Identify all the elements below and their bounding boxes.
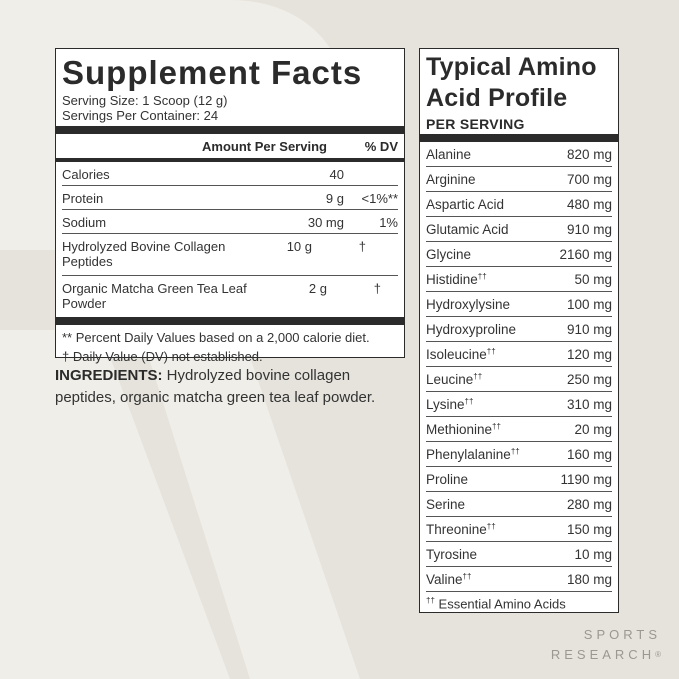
amino-acid-row: [426, 242, 612, 267]
amino-acid-amount: 20 mg: [574, 421, 612, 437]
amino-acid-amount: 10 mg: [574, 546, 612, 562]
amino-acid-name: [426, 472, 468, 487]
amino-acid-name-text: Lysine: [426, 396, 465, 412]
essential-footnote-text: Essential Amino Acids: [438, 596, 566, 612]
amino-acid-name-text: Histidine: [426, 271, 478, 287]
amino-acid-name-text: Hydroxyproline: [426, 321, 517, 337]
nutrient-amount: 40: [329, 167, 344, 182]
brand-line2: [551, 645, 661, 665]
not-established-footnote: † Daily Value (DV) not established.: [62, 349, 263, 364]
amino-acid-row: [426, 517, 612, 542]
supplement-facts-panel: [55, 48, 405, 364]
amino-acid-amount: 180 mg: [566, 571, 612, 587]
serving-size: Serving Size: 1 Scoop (12 g): [62, 93, 228, 108]
facts-row: [62, 186, 398, 210]
amino-title: [426, 52, 612, 114]
nutrient-dv: †: [358, 239, 366, 254]
amino-acid-name-text: Proline: [426, 471, 469, 487]
amino-title-line2: Acid Profile: [426, 84, 568, 112]
amino-acid-name: [426, 197, 504, 212]
essential-marker: ††: [464, 396, 474, 406]
ingredients-label: INGREDIENTS:: [55, 367, 163, 384]
amino-acid-name: [426, 297, 510, 312]
amino-acid-amount: 910 mg: [566, 221, 612, 237]
amino-acid-amount: 2160 mg: [559, 246, 612, 262]
amino-acid-amount: 310 mg: [566, 396, 612, 412]
nutrient-name: Sodium: [62, 215, 107, 230]
essential-marker: ††: [462, 571, 472, 581]
ingredients-statement: [55, 365, 400, 409]
facts-row: [62, 210, 398, 234]
supplement-facts-title: Supplement Facts: [62, 54, 363, 91]
amino-title-line1: Typical Amino: [426, 53, 597, 81]
nutrient-name: Organic Matcha Green Tea Leaf Powder: [62, 281, 247, 311]
nutrient-name: Protein: [62, 191, 104, 206]
thick-divider: [420, 134, 618, 142]
facts-row: [62, 234, 398, 276]
servings-per-container: Servings Per Container: 24: [62, 108, 219, 123]
amino-acid-name-text: Arginine: [426, 171, 476, 187]
amino-acid-amount: 480 mg: [566, 196, 612, 212]
nutrient-dv: <1%**: [361, 191, 398, 206]
amino-acid-name: [426, 372, 482, 387]
nutrient-amount: 2 g: [308, 281, 327, 296]
amino-acid-amount: 100 mg: [566, 296, 612, 312]
amino-acid-name-text: Valine: [426, 571, 463, 587]
amino-acid-row: [426, 542, 612, 567]
nutrient-dv: 1%: [379, 215, 398, 230]
nutrient-amount: 30 mg: [307, 215, 344, 230]
amino-acid-amount: 50 mg: [574, 271, 612, 287]
essential-marker: ††: [492, 421, 501, 431]
amino-acid-amount: 250 mg: [566, 371, 612, 387]
amino-acid-amount: 150 mg: [566, 521, 612, 537]
essential-footnote: [426, 592, 612, 611]
facts-row: [62, 162, 398, 186]
amino-acid-row: [426, 417, 612, 442]
amino-acid-amount: 1190 mg: [560, 471, 612, 487]
amino-acid-row: [426, 167, 612, 192]
brand-line2-text: RESEARCH: [550, 647, 656, 662]
amino-acid-list: [426, 142, 612, 592]
amino-acid-amount: 820 mg: [566, 146, 612, 162]
amino-acid-name: [426, 172, 476, 187]
amino-acid-row: [426, 392, 612, 417]
nutrient-name: Calories: [62, 167, 110, 182]
essential-marker: ††: [510, 446, 520, 456]
amino-acid-name-text: Threonine: [426, 521, 487, 537]
brand-line1: SPORTS: [583, 627, 661, 642]
nutrient-dv: †: [373, 281, 381, 296]
facts-row: [62, 276, 398, 317]
amino-acid-name-text: Leucine: [426, 371, 474, 387]
amino-acid-name-text: Tyrosine: [426, 546, 478, 562]
amino-acid-name: [426, 272, 487, 287]
per-serving-label: PER SERVING: [426, 116, 525, 132]
nutrient-amount: 9 g: [325, 191, 344, 206]
amino-acid-name-text: Phenylalanine: [426, 446, 511, 462]
amino-acid-row: [426, 367, 612, 392]
brand-logo: [551, 625, 661, 665]
amino-acid-row: [426, 317, 612, 342]
amino-acid-amount: 120 mg: [566, 346, 612, 362]
nutrient-amount: 10 g: [286, 239, 312, 254]
amino-acid-name-text: Glutamic Acid: [426, 221, 509, 237]
amino-acid-row: [426, 217, 612, 242]
amino-acid-row: [426, 192, 612, 217]
facts-header-row: [62, 134, 398, 158]
amino-acid-amount: 160 mg: [566, 446, 612, 462]
amino-acid-row: [426, 492, 612, 517]
amino-acid-amount: 700 mg: [566, 171, 612, 187]
essential-marker: ††: [486, 346, 496, 356]
amino-acid-row: [426, 442, 612, 467]
amount-per-serving-header: Amount Per Serving: [202, 138, 327, 154]
amino-acid-name: [426, 522, 496, 537]
amino-acid-name-text: Serine: [426, 496, 466, 512]
nutrient-name: Hydrolyzed Bovine Collagen Peptides: [62, 239, 226, 269]
amino-acid-name: [426, 397, 473, 412]
amino-acid-row: [426, 292, 612, 317]
amino-acid-amount: 910 mg: [566, 321, 612, 337]
thick-divider: [56, 126, 404, 134]
amino-acid-row: [426, 267, 612, 292]
amino-acid-name-text: Hydroxylysine: [426, 296, 511, 312]
amino-acid-profile-panel: [419, 48, 619, 613]
amino-acid-name: [426, 147, 471, 162]
amino-acid-name: [426, 497, 465, 512]
amino-acid-row: [426, 567, 612, 592]
amino-acid-amount: 280 mg: [566, 496, 612, 512]
essential-mark: ††: [426, 596, 435, 605]
essential-marker: ††: [473, 371, 483, 381]
amino-acid-name: [426, 247, 471, 262]
amino-acid-name: [426, 422, 501, 437]
amino-acid-name: [426, 222, 509, 237]
amino-acid-name: [426, 322, 516, 337]
registered-mark: ®: [655, 650, 661, 659]
amino-acid-row: [426, 342, 612, 367]
dv-footnote: ** Percent Daily Values based on a 2,000 calorie diet.: [62, 330, 370, 345]
amino-acid-name: [426, 447, 520, 462]
nutrient-dv: [344, 162, 398, 167]
amino-acid-name-text: Methionine: [426, 421, 493, 437]
amino-acid-name: [426, 572, 471, 587]
essential-marker: ††: [477, 271, 487, 281]
amino-acid-name: [426, 347, 496, 362]
essential-marker: ††: [486, 521, 496, 531]
amino-acid-name-text: Glycine: [426, 246, 472, 262]
amino-acid-name-text: Isoleucine: [426, 346, 487, 362]
amino-acid-name-text: Aspartic Acid: [426, 196, 505, 212]
dv-header: % DV: [364, 138, 398, 154]
ingredients-text: Hydrolyzed bovine collagen peptides, organic matcha green tea leaf powder.: [55, 367, 376, 406]
amino-acid-row: [426, 467, 612, 492]
amino-acid-name: [426, 547, 477, 562]
amino-acid-row: [426, 142, 612, 167]
thick-divider: [56, 317, 404, 325]
amino-acid-name-text: Alanine: [426, 146, 472, 162]
